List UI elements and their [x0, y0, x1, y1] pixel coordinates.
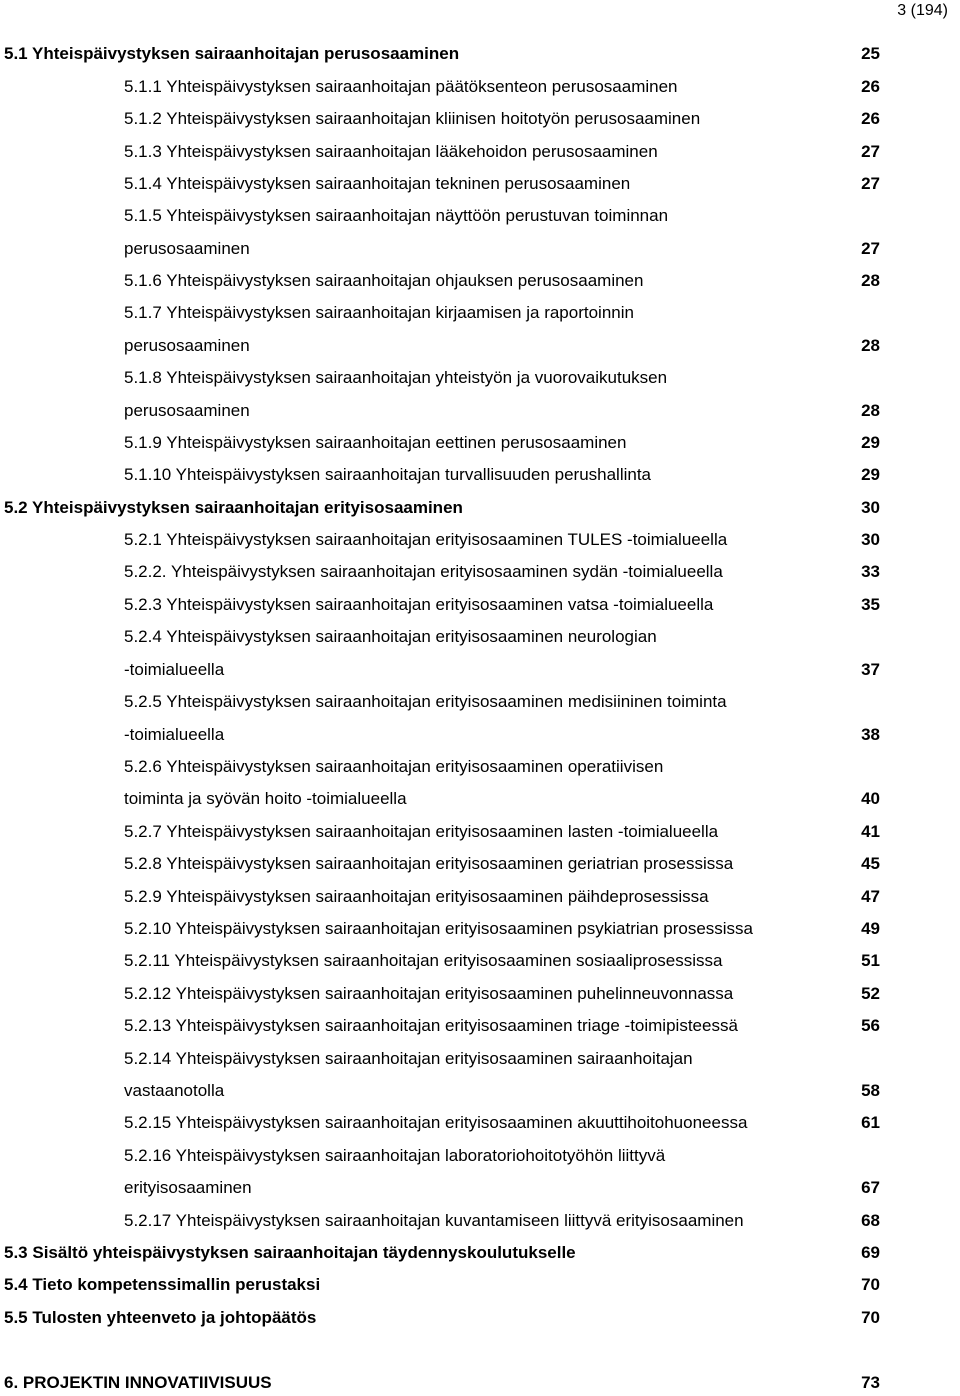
- toc-entry-title: 5.2.5 Yhteispäivystyksen sairaanhoitajan erityisosaaminen medisiininen toiminta: [124, 692, 727, 711]
- toc-entry-title: 5.1.6 Yhteispäivystyksen sairaanhoitajan ohjauksen perusosaaminen: [124, 271, 644, 290]
- toc-entry-title: 5.1.2 Yhteispäivystyksen sairaanhoitajan kliinisen hoitotyön perusosaaminen: [124, 109, 701, 128]
- toc-entry-title: -toimialueella: [124, 725, 225, 744]
- toc-entry[interactable]: [0, 527, 960, 553]
- toc-entry[interactable]: [0, 139, 960, 165]
- toc-entry-page: 47: [861, 887, 880, 906]
- toc-entry-title: 5.2.12 Yhteispäivystyksen sairaanhoitajan erityisosaaminen puhelinneuvonnassa: [124, 984, 734, 1003]
- toc-entry-title: 5.2.14 Yhteispäivystyksen sairaanhoitajan erityisosaaminen sairaanhoitajan: [124, 1049, 693, 1068]
- toc-entry-title: perusosaaminen: [124, 336, 250, 355]
- toc-entry-page: 41: [861, 822, 880, 841]
- toc-entry[interactable]: [0, 462, 960, 488]
- toc-entry[interactable]: [0, 624, 960, 650]
- toc-entry-page: 40: [861, 789, 880, 808]
- toc-entry-title: 5.2.13 Yhteispäivystyksen sairaanhoitajan erityisosaaminen triage -toimipisteessä: [124, 1016, 738, 1035]
- toc-entry-title: 5.1.3 Yhteispäivystyksen sairaanhoitajan lääkehoidon perusosaaminen: [124, 142, 658, 161]
- toc-entry-title: vastaanotolla: [124, 1081, 225, 1100]
- toc-entry[interactable]: [0, 722, 960, 748]
- toc-entry[interactable]: [0, 657, 960, 683]
- toc-entry[interactable]: [0, 1305, 960, 1331]
- toc-entry-page: 27: [861, 142, 880, 161]
- toc-entry[interactable]: [0, 430, 960, 456]
- toc-entry-title: 5.1.8 Yhteispäivystyksen sairaanhoitajan yhteistyön ja vuorovaikutuksen: [124, 368, 668, 387]
- toc-entry-page: 70: [861, 1308, 880, 1327]
- toc-entry[interactable]: [0, 1046, 960, 1072]
- toc-entry-page: 29: [861, 433, 880, 452]
- toc-entry[interactable]: [0, 1143, 960, 1169]
- toc-entry-page: 61: [861, 1113, 880, 1132]
- toc-entry[interactable]: [0, 1208, 960, 1234]
- toc-entry-page: 35: [861, 595, 880, 614]
- toc-entry-title: 5.1.1 Yhteispäivystyksen sairaanhoitajan päätöksenteon perusosaaminen: [124, 77, 678, 96]
- toc-entry[interactable]: [0, 559, 960, 585]
- toc-entry-page: 26: [861, 109, 880, 128]
- toc-entry[interactable]: [0, 300, 960, 326]
- toc-entry-page: 68: [861, 1211, 880, 1230]
- toc-entry[interactable]: [0, 754, 960, 780]
- page-number: 3 (194): [897, 2, 948, 19]
- toc-entry[interactable]: [0, 689, 960, 715]
- toc-entry-page: 37: [861, 660, 880, 679]
- toc-entry-page: 28: [861, 401, 880, 420]
- toc-entry-page: 27: [861, 174, 880, 193]
- toc-entry-title: 5.2.3 Yhteispäivystyksen sairaanhoitajan erityisosaaminen vatsa -toimialueella: [124, 595, 714, 614]
- toc-entry-title: 5.1.10 Yhteispäivystyksen sairaanhoitajan turvallisuuden perushallinta: [124, 465, 652, 484]
- toc-entry[interactable]: [0, 1240, 960, 1266]
- toc-entry-title: 5.2.6 Yhteispäivystyksen sairaanhoitajan erityisosaaminen operatiivisen: [124, 757, 664, 776]
- toc-entry-title: -toimialueella: [124, 660, 225, 679]
- toc-entry[interactable]: [0, 106, 960, 132]
- toc-entry-title: 5.1.7 Yhteispäivystyksen sairaanhoitajan kirjaamisen ja raportoinnin: [124, 303, 634, 322]
- toc-entry-title: 6. PROJEKTIN INNOVATIIVISUUS: [4, 1373, 272, 1392]
- toc-entry-page: 52: [861, 984, 880, 1003]
- toc-entry[interactable]: [0, 851, 960, 877]
- toc-entry[interactable]: [0, 948, 960, 974]
- toc-entry-title: 5.1.9 Yhteispäivystyksen sairaanhoitajan eettinen perusosaaminen: [124, 433, 627, 452]
- toc-entry[interactable]: [0, 981, 960, 1007]
- toc-entry-page: 69: [861, 1243, 880, 1262]
- toc-entry-title: 5.2.2. Yhteispäivystyksen sairaanhoitajan erityisosaaminen sydän -toimialueella: [124, 562, 723, 581]
- toc-entry-title: 5.2.7 Yhteispäivystyksen sairaanhoitajan erityisosaaminen lasten -toimialueella: [124, 822, 719, 841]
- toc-entry-page: 33: [861, 562, 880, 581]
- toc-entry-page: 29: [861, 465, 880, 484]
- toc-entry[interactable]: [0, 41, 960, 67]
- toc-entry[interactable]: [0, 592, 960, 618]
- toc-entry[interactable]: [0, 786, 960, 812]
- toc-entry-page: 27: [861, 239, 880, 258]
- toc-entry-title: 5.1.4 Yhteispäivystyksen sairaanhoitajan tekninen perusosaaminen: [124, 174, 631, 193]
- toc-entry[interactable]: [0, 171, 960, 197]
- toc-entry-title: 5.2.9 Yhteispäivystyksen sairaanhoitajan erityisosaaminen päihdeprosessissa: [124, 887, 709, 906]
- toc-entry-title: 5.2.16 Yhteispäivystyksen sairaanhoitajan laboratoriohoitotyöhön liittyvä: [124, 1146, 666, 1165]
- toc-entry[interactable]: [0, 203, 960, 229]
- toc-entry[interactable]: [0, 1078, 960, 1104]
- toc-entry-page: 58: [861, 1081, 880, 1100]
- toc-entry[interactable]: [0, 495, 960, 521]
- toc-entry-title: perusosaaminen: [124, 239, 250, 258]
- toc-entry-title: 5.2.15 Yhteispäivystyksen sairaanhoitajan erityisosaaminen akuuttihoitohuoneessa: [124, 1113, 748, 1132]
- toc-entry-title: 5.3 Sisältö yhteispäivystyksen sairaanhoitajan täydennyskoulutukselle: [4, 1243, 576, 1262]
- toc-entry-page: 49: [861, 919, 880, 938]
- toc-entry-title: 5.2.4 Yhteispäivystyksen sairaanhoitajan erityisosaaminen neurologian: [124, 627, 657, 646]
- toc-entry-title: 5.2.10 Yhteispäivystyksen sairaanhoitajan erityisosaaminen psykiatrian prosessissa: [124, 919, 754, 938]
- toc-entry[interactable]: [0, 1013, 960, 1039]
- toc-entry-page: 30: [861, 498, 880, 517]
- toc-entry-title: 5.4 Tieto kompetenssimallin perustaksi: [4, 1275, 321, 1294]
- toc-entry-page: 30: [861, 530, 880, 549]
- toc-entry[interactable]: [0, 398, 960, 424]
- toc-entry-page: 70: [861, 1275, 880, 1294]
- toc-entry-page: 73: [861, 1373, 880, 1392]
- toc-entry-page: 45: [861, 854, 880, 873]
- toc-entry[interactable]: [0, 1110, 960, 1136]
- toc-entry-page: 28: [861, 336, 880, 355]
- toc-entry-page: 26: [861, 77, 880, 96]
- toc-entry-title: 5.2 Yhteispäivystyksen sairaanhoitajan erityisosaaminen: [4, 498, 463, 517]
- toc-entry-page: 56: [861, 1016, 880, 1035]
- toc-entry-page: 25: [861, 44, 880, 63]
- toc-entry-title: 5.5 Tulosten yhteenveto ja johtopäätös: [4, 1308, 317, 1327]
- toc-entry-title: 5.2.17 Yhteispäivystyksen sairaanhoitajan kuvantamiseen liittyvä erityisosaaminen: [124, 1211, 744, 1230]
- toc-entry-title: 5.2.11 Yhteispäivystyksen sairaanhoitajan erityisosaaminen sosiaaliprosessissa: [124, 951, 723, 970]
- toc-entry-title: perusosaaminen: [124, 401, 250, 420]
- toc-entry-page: 67: [861, 1178, 880, 1197]
- toc-entry-title: 5.1.5 Yhteispäivystyksen sairaanhoitajan näyttöön perustuvan toiminnan: [124, 206, 669, 225]
- toc-entry[interactable]: [0, 1175, 960, 1201]
- toc-entry-page: 28: [861, 271, 880, 290]
- toc-entry-page: 51: [861, 951, 880, 970]
- toc-entry[interactable]: [0, 1272, 960, 1298]
- toc-entry[interactable]: [0, 333, 960, 359]
- toc-entry[interactable]: [0, 916, 960, 942]
- toc-entry-title: 5.2.1 Yhteispäivystyksen sairaanhoitajan erityisosaaminen TULES -toimialueella: [124, 530, 728, 549]
- toc-entry-title: toiminta ja syövän hoito -toimialueella: [124, 789, 407, 808]
- toc-entry-title: 5.1 Yhteispäivystyksen sairaanhoitajan perusosaaminen: [4, 44, 460, 63]
- toc-entry-title: erityisosaaminen: [124, 1178, 252, 1197]
- toc-entry-page: 38: [861, 725, 880, 744]
- toc-entry[interactable]: [0, 365, 960, 391]
- toc-entry[interactable]: [0, 74, 960, 100]
- toc-entry[interactable]: [0, 1370, 960, 1396]
- toc-entry[interactable]: [0, 236, 960, 262]
- toc-entry-title: 5.2.8 Yhteispäivystyksen sairaanhoitajan erityisosaaminen geriatrian prosessissa: [124, 854, 734, 873]
- toc-entry[interactable]: [0, 268, 960, 294]
- toc-entry[interactable]: [0, 819, 960, 845]
- toc-entry[interactable]: [0, 884, 960, 910]
